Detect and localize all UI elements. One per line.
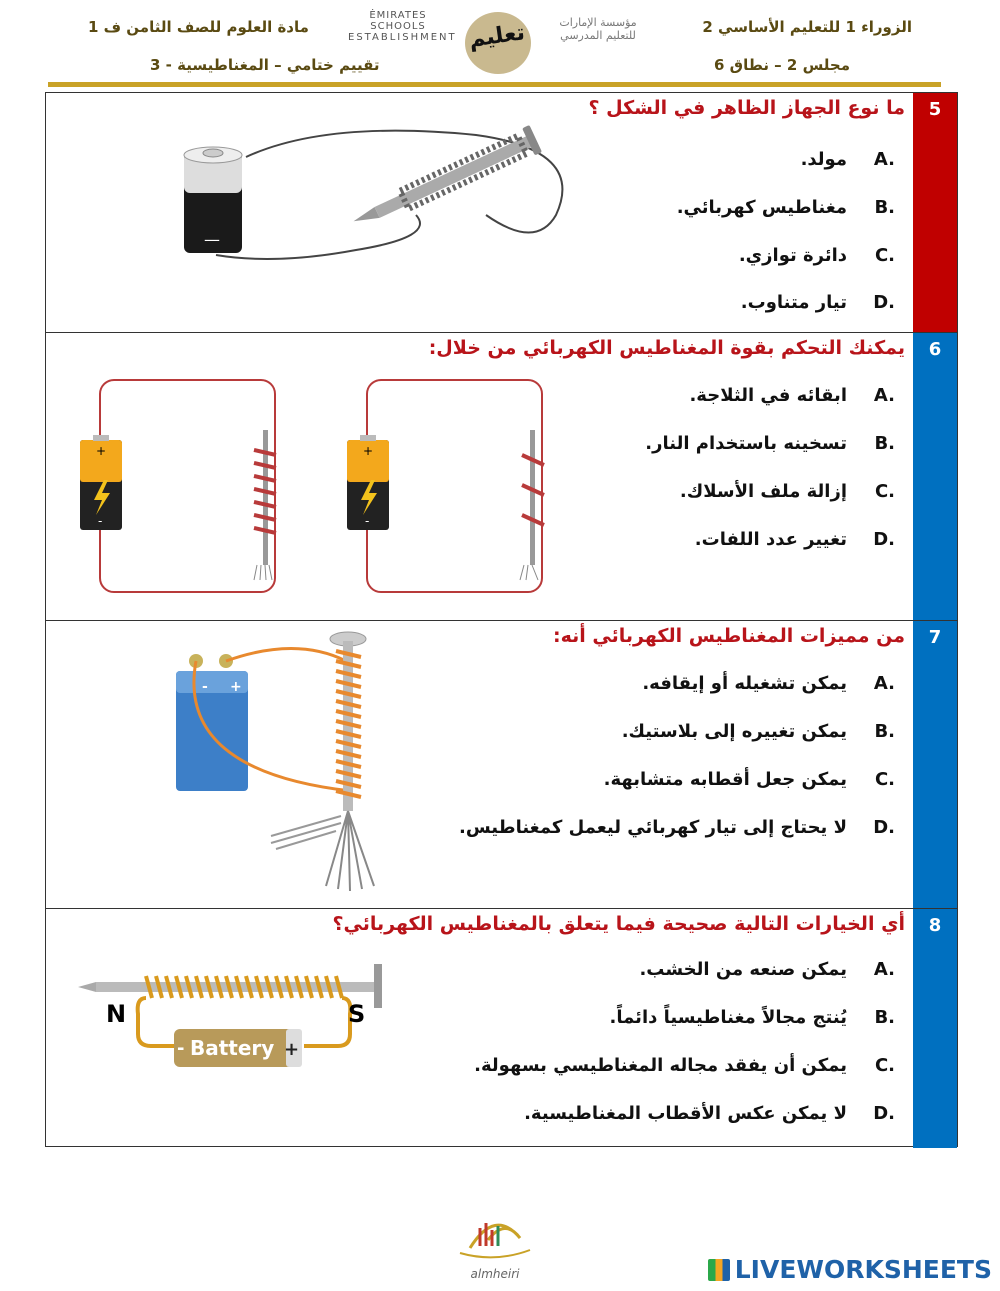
nail-battery-poles-figure bbox=[76, 954, 396, 1089]
school-name: الزوراء 1 للتعليم الأساسي 2 bbox=[702, 18, 912, 36]
question-row-6 bbox=[46, 333, 957, 621]
circuit-left bbox=[80, 380, 276, 592]
taleem-logo-text: تعليم bbox=[467, 20, 527, 53]
liveworksheets-brand[interactable] bbox=[708, 1255, 992, 1285]
minus-label: - bbox=[98, 514, 103, 528]
option-letter: C. bbox=[874, 1055, 895, 1076]
option-c[interactable]: إزالة ملف الأسلاك. bbox=[679, 481, 847, 502]
assessment-title: تقييم ختامي – المغناطيسية - 3 bbox=[150, 56, 380, 74]
plus-label: + bbox=[96, 444, 107, 458]
option-letter: B. bbox=[874, 1007, 895, 1028]
battery-minus-label: — bbox=[204, 230, 220, 249]
plus-label: + bbox=[363, 444, 374, 458]
option-b[interactable]: مغناطيس كهربائي. bbox=[676, 197, 847, 218]
option-b[interactable]: تسخينه باستخدام النار. bbox=[645, 433, 847, 454]
battery-minus-label: - bbox=[177, 1038, 185, 1059]
option-d[interactable]: لا يمكن عكس الأقطاب المغناطيسية. bbox=[524, 1103, 847, 1124]
option-b[interactable]: يُنتج مجالاً مغناطيسياً دائماً. bbox=[609, 1007, 847, 1028]
question-text: أي الخيارات التالية صحيحة فيما يتعلق بالمغناطيس الكهربائي؟ bbox=[332, 913, 905, 935]
battery-nail-paperclips-figure bbox=[166, 631, 406, 896]
minus-label: - bbox=[202, 679, 208, 695]
option-letter: A. bbox=[873, 959, 895, 980]
option-letter: A. bbox=[873, 385, 895, 406]
option-a[interactable]: يمكن صنعه من الخشب. bbox=[639, 959, 847, 980]
option-letter: D. bbox=[873, 817, 895, 838]
nail-electromagnet-figure bbox=[176, 125, 586, 265]
question-number: 7 bbox=[913, 621, 957, 908]
option-d[interactable]: تيار متناوب. bbox=[740, 292, 847, 313]
taleem-logo bbox=[465, 12, 531, 74]
option-d[interactable]: تغيير عدد اللفات. bbox=[694, 529, 847, 550]
question-row-8 bbox=[46, 909, 957, 1148]
option-letter: C. bbox=[874, 245, 895, 266]
option-a[interactable]: يمكن تشغيله أو إيقافه. bbox=[642, 673, 847, 694]
plus-label: + bbox=[230, 679, 242, 695]
north-pole-label: N bbox=[106, 1000, 127, 1028]
liveworksheets-icon bbox=[708, 1259, 730, 1281]
two-circuits-figure bbox=[76, 375, 556, 600]
subject-title: مادة العلوم للصف الثامن ف 1 bbox=[88, 18, 309, 36]
ese-logo-line1: ĖMIRATES SCHOOLS bbox=[369, 10, 427, 32]
question-table bbox=[45, 92, 958, 1147]
school-council: مجلس 2 – نطاق 6 bbox=[714, 56, 850, 74]
option-b[interactable]: يمكن تغييره إلى بلاستيك. bbox=[621, 721, 847, 742]
option-a[interactable]: ابقائه في الثلاجة. bbox=[689, 385, 847, 406]
option-letter: B. bbox=[874, 197, 895, 218]
option-c[interactable]: يمكن أن يفقد مجاله المغناطيسي بسهولة. bbox=[474, 1055, 847, 1076]
ese-logo bbox=[348, 10, 457, 43]
ese-arabic-line1: مؤسسة الإمارات bbox=[559, 16, 637, 29]
question-number: 8 bbox=[913, 909, 957, 1148]
ese-arabic-logo bbox=[548, 16, 648, 42]
question-row-5 bbox=[46, 93, 957, 333]
author-logo bbox=[450, 1198, 540, 1283]
option-letter: D. bbox=[873, 1103, 895, 1124]
option-letter: C. bbox=[874, 481, 895, 502]
ese-logo-line2: ESTABLISHMENT bbox=[348, 32, 457, 43]
option-letter: C. bbox=[874, 769, 895, 790]
question-number: 5 bbox=[913, 93, 957, 332]
battery-label: Battery bbox=[190, 1036, 275, 1060]
question-number: 6 bbox=[913, 333, 957, 620]
option-c[interactable]: يمكن جعل أقطابه متشابهة. bbox=[603, 769, 847, 790]
author-name: almheiri bbox=[470, 1267, 520, 1281]
option-letter: B. bbox=[874, 433, 895, 454]
header-divider bbox=[48, 82, 941, 87]
circuit-right bbox=[347, 380, 544, 592]
option-letter: A. bbox=[873, 673, 895, 694]
question-text: من مميزات المغناطيس الكهربائي أنه: bbox=[553, 625, 905, 647]
option-letter: D. bbox=[873, 529, 895, 550]
option-letter: A. bbox=[873, 149, 895, 170]
author-logo-icon bbox=[450, 1198, 540, 1263]
south-pole-label: S bbox=[348, 1000, 366, 1028]
minus-label: - bbox=[365, 514, 370, 528]
liveworksheets-text: LIVEWORKSHEETS bbox=[734, 1255, 992, 1284]
option-a[interactable]: مولد. bbox=[800, 149, 847, 170]
option-d[interactable]: لا يحتاج إلى تيار كهربائي ليعمل كمغناطيس. bbox=[458, 817, 847, 838]
question-text: ما نوع الجهاز الظاهر في الشكل ؟ bbox=[588, 97, 905, 119]
option-letter: B. bbox=[874, 721, 895, 742]
question-text: يمكنك التحكم بقوة المغناطيس الكهربائي من خلال: bbox=[428, 337, 905, 359]
option-c[interactable]: دائرة توازي. bbox=[738, 245, 847, 266]
ese-arabic-line2: للتعليم المدرسي bbox=[560, 29, 636, 42]
option-letter: D. bbox=[873, 292, 895, 313]
battery-plus-label: + bbox=[284, 1039, 300, 1060]
question-row-7 bbox=[46, 621, 957, 909]
